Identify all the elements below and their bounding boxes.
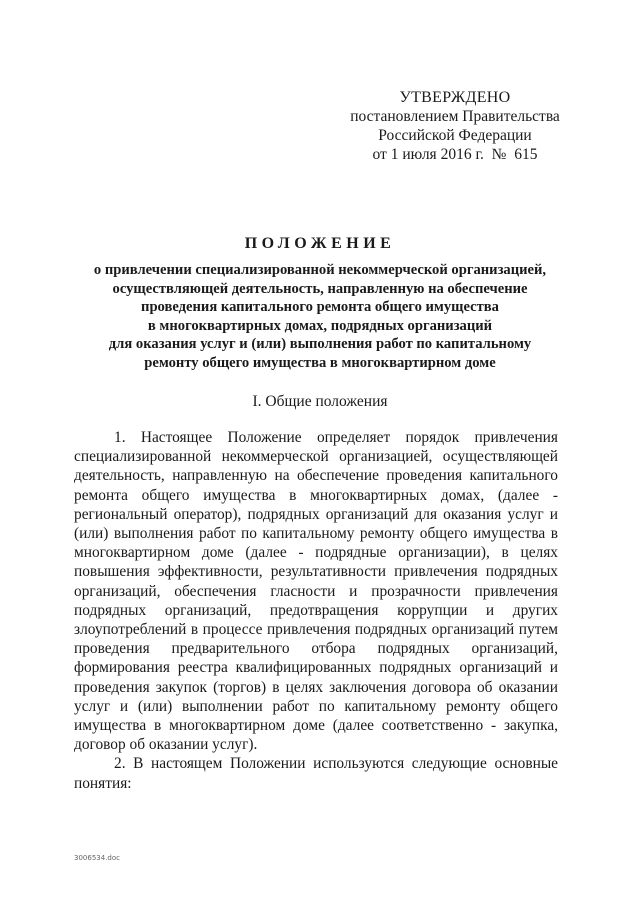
body-text	[74, 428, 558, 793]
paragraph: 1. Настоящее Положение определяет порядок привлечения специализированной некоммерческой организацией, осуществляющей деятельность, направленную на обеспечение проведения капитального ремонта общего имущества в многоквартирных домах, (далее - региональный оператор), подрядных организаций для оказания услуг и (или) выполнения работ по капитальному ремонту общего имущества в многоквартирном доме (далее - подрядные организации), в целях повышения эффективности, результативности привлечения подрядных организаций, обеспечения гласности и прозрачности привлечения подрядных организаций, предотвращения коррупции и других злоупотреблений в процессе привлечения подрядных организаций путем проведения предварительного отбора подрядных организаций, формирования реестра квалифицированных подрядных организаций и проведения закупок (торгов) в целях заключения договора об оказании услуг и (или) выполнении работ по капитальному ремонту общего имущества в многоквартирном доме (далее соответственно - закупка, договор об оказании услуг).	[74, 429, 558, 754]
section-heading: I. Общие положения	[252, 393, 388, 410]
subtitle-line: проведения капитального ремонта общего имущества	[141, 299, 499, 316]
approval-date-number: от 1 июля 2016 г. № 615	[372, 146, 538, 163]
approval-line: Российской Федерации	[378, 127, 532, 144]
subtitle-line: в многоквартирных домах, подрядных организаций	[147, 317, 493, 334]
approval-stamp	[330, 88, 580, 164]
subtitle-line: для оказания услуг и (или) выполнения работ по капитальному	[108, 336, 532, 353]
footer-file-code: 3006534.doc	[74, 854, 120, 862]
document-subtitle	[60, 261, 580, 373]
subtitle-line: о привлечении специализированной некоммерческой организацией,	[93, 262, 547, 278]
paragraph: 2. В настоящем Положении используются следующие основные понятия:	[74, 755, 558, 792]
approval-heading: УТВЕРЖДЕНО	[399, 89, 511, 106]
subtitle-line: ремонту общего имущества в многоквартирном доме	[144, 354, 496, 371]
subtitle-line: осуществляющей деятельность, направленную на обеспечение	[112, 280, 528, 297]
document-title: ПОЛОЖЕНИЕ	[244, 235, 396, 252]
approval-line: постановлением Правительства	[350, 108, 560, 125]
